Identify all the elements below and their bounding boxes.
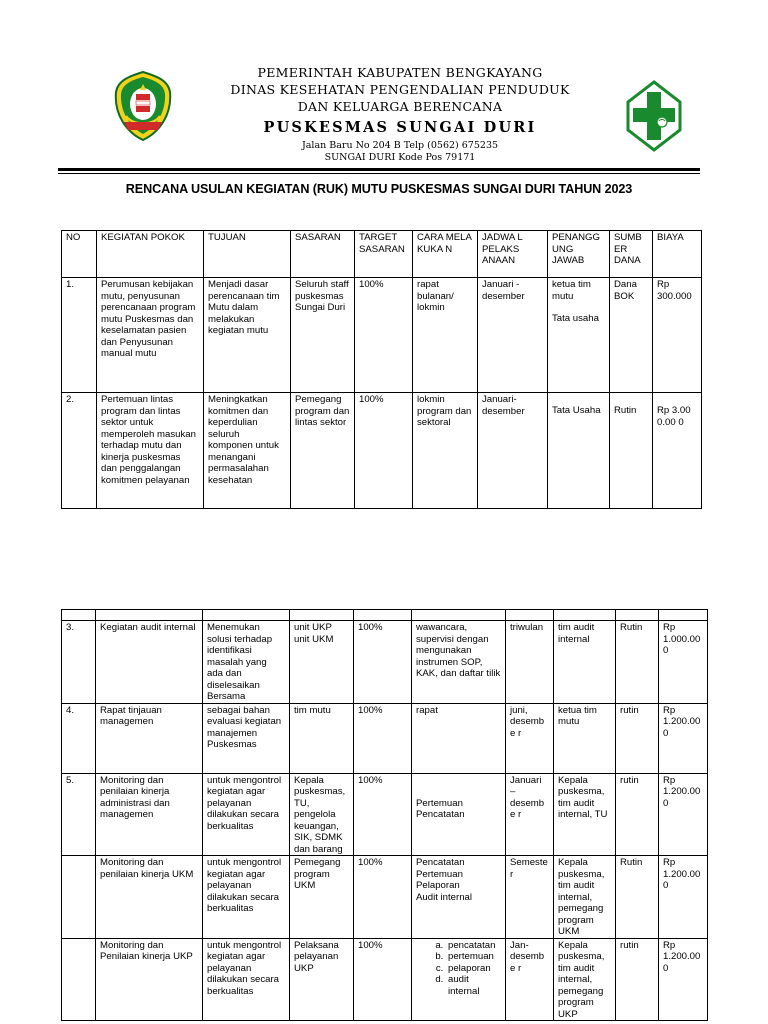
header-sumber-dana: SUMB ER DANA [610,231,653,278]
cell-target: 100% [355,393,413,509]
cell-penanggung-jawab: Kepala puskesma, tim audit internal, TU [554,773,616,856]
cell-kegiatan: Monitoring dan Penilaian kinerja UKP [96,938,203,1021]
table-row [62,938,708,1021]
pj-line-1: ketua tim mutu [552,279,591,302]
letterhead-government: PEMERINTAH KABUPATEN BENGKAYANG [257,65,543,80]
cell-target: 100% [354,703,412,773]
cell-penanggung-jawab: Kepala puskesma, tim audit internal, pemegang program UKP [554,938,616,1021]
cell-target: 100% [355,278,413,393]
cell-tujuan: untuk mengontrol kegiatan agar pelayanan dilakukan secara berkualitas [203,856,290,939]
cell-kegiatan: Monitoring dan penilaian kinerja UKM [96,856,203,939]
cell-no [62,856,96,939]
header-jadwal: JADWA L PELAKS ANAAN [478,231,548,278]
cell-sumber-dana: Rutin [616,621,659,704]
pj-line-2: Tata usaha [552,313,599,324]
cell-no: 4. [62,703,96,773]
cell-cara: Pertemuan Pencatatan [412,773,506,856]
cell-sasaran: tim mutu [290,703,354,773]
letterhead-postal: SUNGAI DURI Kode Pos 79171 [324,152,476,163]
ruk-table-part-2 [61,609,708,1021]
cell-sasaran: Pelaksana pelayanan UKP [290,938,354,1021]
cell-no: 3. [62,621,96,704]
letterhead-address: Jalan Baru No 204 B Telp (0562) 675235 [301,140,499,151]
cell-sumber-dana: Dana BOK [610,278,653,393]
cell-no [62,938,96,1021]
cell-sumber-dana: rutin [616,938,659,1021]
cell-biaya: Rp 1.200.00 0 [659,773,708,856]
cell-penanggung-jawab: ketua tim mutu [554,703,616,773]
cell-no: 2. [62,393,97,509]
cell-cara: rapat [412,703,506,773]
cell-cara: lokmin program dan sektoral [413,393,478,509]
list-item: b. pertemuan [446,951,501,963]
header-kegiatan-pokok: KEGIATAN POKOK [97,231,204,278]
cell-biaya: Rp 1.200.00 0 [659,703,708,773]
cell-kegiatan: Rapat tinjauan managemen [96,703,203,773]
cell-sumber-dana: rutin [616,773,659,856]
letterhead-institution: PUSKESMAS SUNGAI DURI [263,119,537,136]
table-row [62,703,708,773]
cell-tujuan: Menemukan solusi terhadap identifikasi masalah yang ada dan diselesaikan Bersama [203,621,290,704]
ruk-table-part-1 [61,230,702,509]
cell-jadwal: Januari - desember [478,278,548,393]
header-penanggung-jawab: PENANGG UNG JAWAB [548,231,610,278]
cell-kegiatan: Perumusan kebijakan mutu, penyusunan perencanaan program mutu Puskesmas dan keselamatan pasien dan Penyusunan manual mutu [97,278,204,393]
cell-biaya: Rp 1.000.00 0 [659,621,708,704]
cell-sasaran: Seluruh staff puskesmas Sungai Duri [291,278,355,393]
cell-target: 100% [354,773,412,856]
document-title: RENCANA USULAN KEGIATAN (RUK) MUTU PUSKESMAS SUNGAI DURI TAHUN 2023 [125,182,633,196]
header-biaya: BIAYA [653,231,702,278]
cell-penanggung-jawab: Kepala puskesma, tim audit internal, pemegang program UKM [554,856,616,939]
table-header-row [62,231,702,278]
cell-cara [412,938,506,1021]
cell-jadwal: Januari – desembe r [506,773,554,856]
cell-jadwal: Jan- desembe r [506,938,554,1021]
cara-line: Pelaporan [416,880,460,891]
letterhead-rule-thick [58,168,700,171]
cell-jadwal: Januari- desember [478,393,548,509]
cell-penanggung-jawab: tim audit internal [554,621,616,704]
letterhead-department: DINAS KESEHATAN PENGENDALIAN PENDUDUK [230,82,570,97]
cell-sasaran: Pemegang program dan lintas sektor [291,393,355,509]
cell-target: 100% [354,938,412,1021]
cell-kegiatan: Kegiatan audit internal [96,621,203,704]
cell-no: 5. [62,773,96,856]
cell-sasaran: Pemegang program UKM [290,856,354,939]
list-item: a. pencatatan [446,940,501,952]
cell-penanggung-jawab [548,278,610,393]
cara-line: Audit internal [416,891,472,903]
cell-jadwal: juni, desembe r [506,703,554,773]
header-target-sasaran: TARGET SASARAN [355,231,413,278]
cell-sumber-dana: rutin [616,703,659,773]
cell-tujuan: untuk mengontrol kegiatan agar pelayanan dilakukan secara berkualitas [203,773,290,856]
cell-cara [412,856,506,939]
cell-tujuan: untuk mengontrol kegiatan agar pelayanan dilakukan secara berkualitas [203,938,290,1021]
cell-jadwal: Semeste r [506,856,554,939]
cell-cara: rapat bulanan/ lokmin [413,278,478,393]
cell-target: 100% [354,856,412,939]
letterhead-department-cont: DAN KELUARGA BERENCANA [297,99,503,114]
cell-biaya: Rp 1.200.00 0 [659,856,708,939]
header-no: NO [62,231,97,278]
cara-line: Pencatatan [416,857,465,868]
cara-line: Pertemuan [416,868,463,880]
cell-target: 100% [354,621,412,704]
cell-tujuan: Menjadi dasar perencanaan tim Mutu dalam melakukan kegiatan mutu [204,278,291,393]
table-row [62,393,702,509]
cell-tujuan: Meningkatkan komitmen dan keperdulian seluruh komponen untuk menangani permasalahan kesehatan [204,393,291,509]
cell-kegiatan: Monitoring dan penilaian kinerja administrasi dan managemen [96,773,203,856]
cell-tujuan: sebagai bahan evaluasi kegiatan manajemen Puskesmas [203,703,290,773]
letterhead [180,64,620,164]
table-row [62,773,708,856]
cell-biaya: Rp 300.000 [653,278,702,393]
cell-penanggung-jawab: Tata Usaha [548,393,610,509]
header-sasaran: SASARAN [291,231,355,278]
letterhead-rule-thin [58,173,700,174]
puskesmas-green-cross-icon [626,80,682,152]
cell-biaya: Rp 3.00 0.00 0 [653,393,702,509]
cell-no: 1. [62,278,97,393]
cara-list [416,940,501,998]
list-item: c. pelaporan [446,963,501,975]
table-row [62,856,708,939]
cell-jadwal: triwulan [506,621,554,704]
cell-biaya: Rp 1.200.00 0 [659,938,708,1021]
table-spacer-row [62,610,708,621]
header-tujuan: TUJUAN [204,231,291,278]
table-row [62,621,708,704]
cell-cara: wawancara, supervisi dengan mengunakan instrumen SOP, KAK, dan daftar tilik [412,621,506,704]
header-cara-melakukan: CARA MELA KUKA N [413,231,478,278]
cell-sumber-dana: Rutin [616,856,659,939]
list-item: d. audit internal [446,974,501,997]
cell-sasaran: unit UKP unit UKM [290,621,354,704]
table-row [62,278,702,393]
cell-sasaran: Kepala puskesmas, TU, pengelola keuangan, SIK, SDMK dan barang [290,773,354,856]
bengkayang-regency-crest-icon [112,70,174,142]
cell-kegiatan: Pertemuan lintas program dan lintas sektor untuk memperoleh masukan terhadap mutu dan kinerja puskesmas dan penggalangan komitmen pelayanan [97,393,204,509]
cell-sumber-dana: Rutin [610,393,653,509]
